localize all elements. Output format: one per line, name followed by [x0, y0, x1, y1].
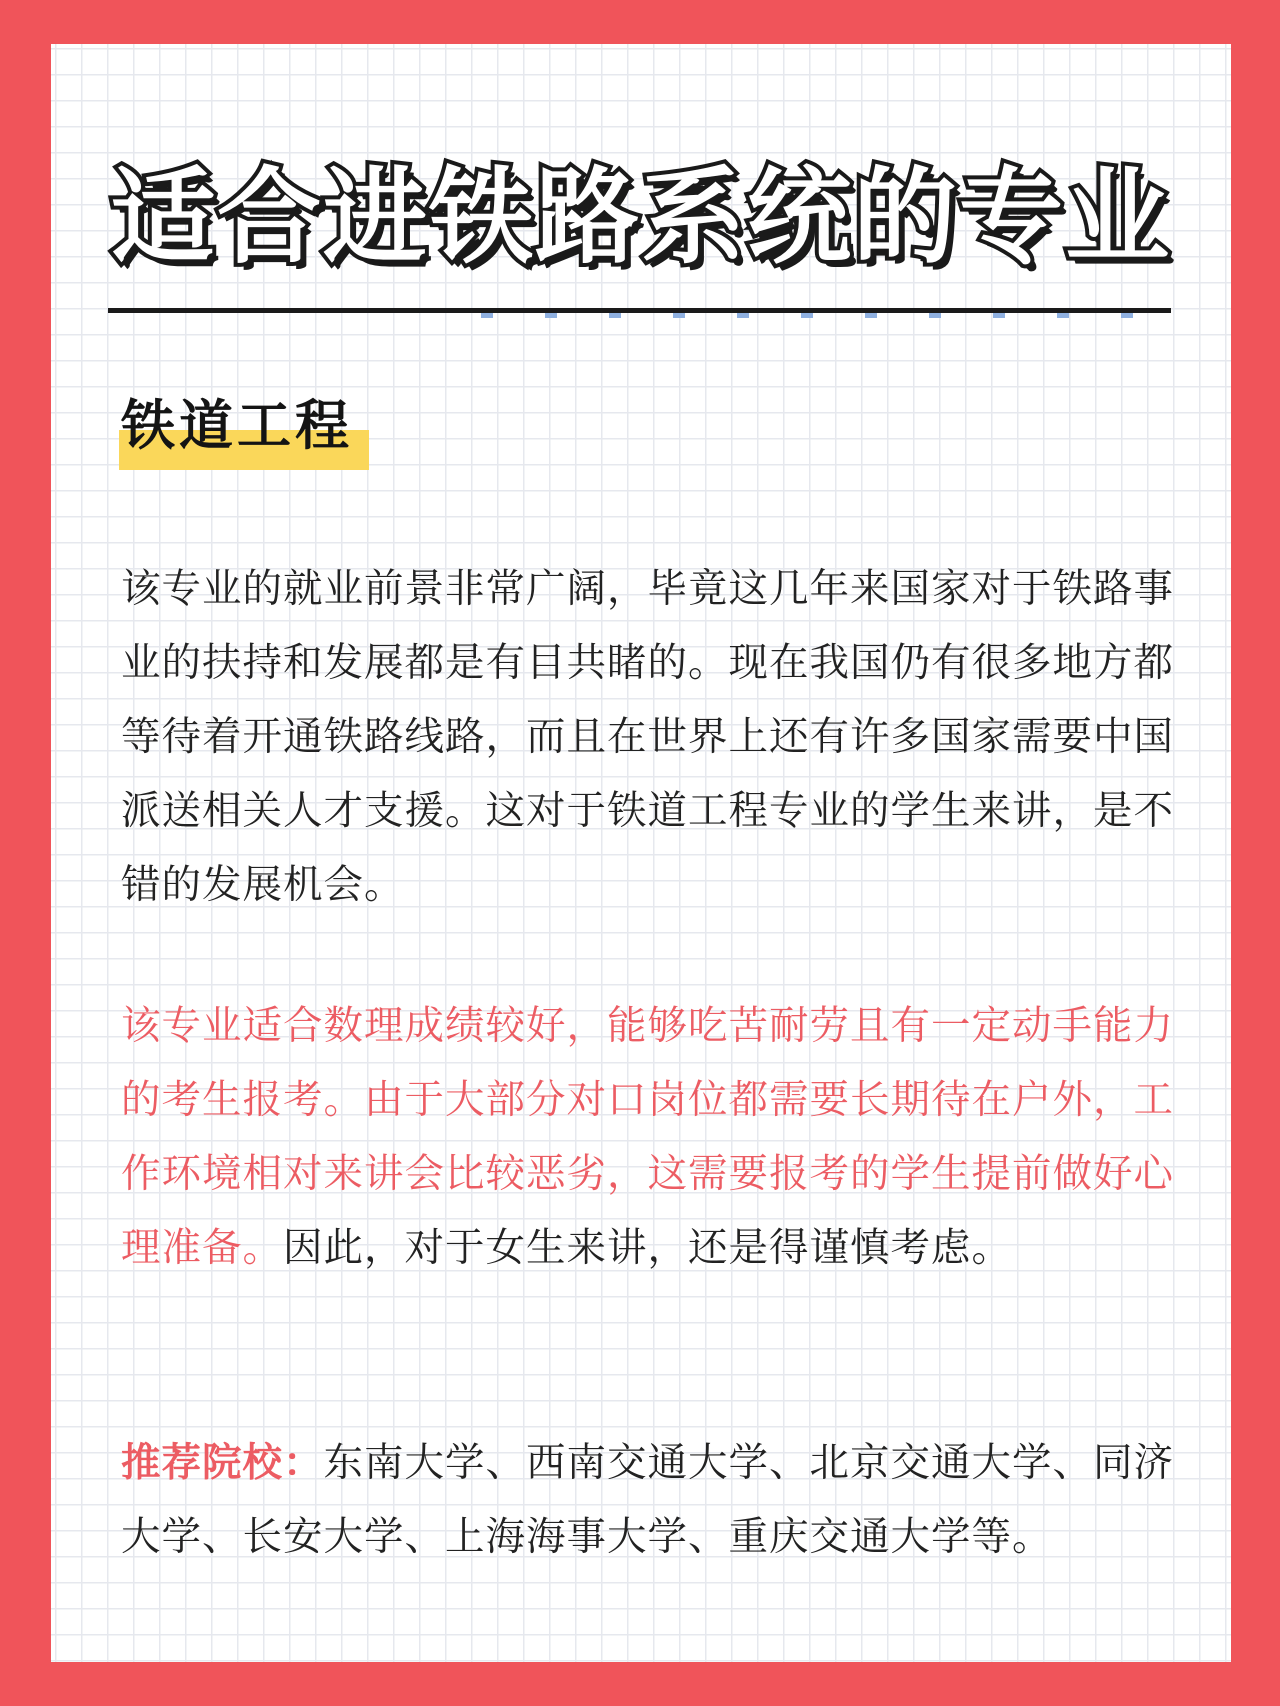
- content-card: [51, 44, 1231, 1662]
- suitability-rest-text: 因此，对于女生来讲，还是得谨慎考虑。: [283, 1225, 1012, 1271]
- intro-paragraph: [121, 552, 1181, 922]
- suitability-paragraph: [121, 989, 1181, 1285]
- schools-paragraph: [121, 1426, 1181, 1574]
- page-title: 适合进铁路系统的专业: [110, 156, 1171, 278]
- title-underline-accent: [481, 313, 1151, 318]
- schools-label: 推荐院校：: [121, 1440, 324, 1486]
- intro-text: 该专业的就业前景非常广阔，毕竟这几年来国家对于铁路事业的扶持和发展都是有目共睹的。现在我国仍有很多地方都等待着开通铁路线路，而且在世界上还有许多国家需要中国派送相关人才支援。这对于铁道工程专业的学生来讲，是不错的发展机会。: [121, 566, 1174, 908]
- suitability-highlight-text: 该专业适合数理成绩较好，能够吃苦耐劳且有一定动手能力的考生报考。由于大部分对口岗位都需要长期待在户外，工作环境相对来讲会比较恶劣，这需要报考的学生提前做好心理准备。: [121, 1003, 1174, 1271]
- section-heading: 铁道工程: [121, 394, 353, 457]
- schools-list: 东南大学、西南交通大学、北京交通大学、同济大学、长安大学、上海海事大学、重庆交通大学等。: [121, 1440, 1174, 1560]
